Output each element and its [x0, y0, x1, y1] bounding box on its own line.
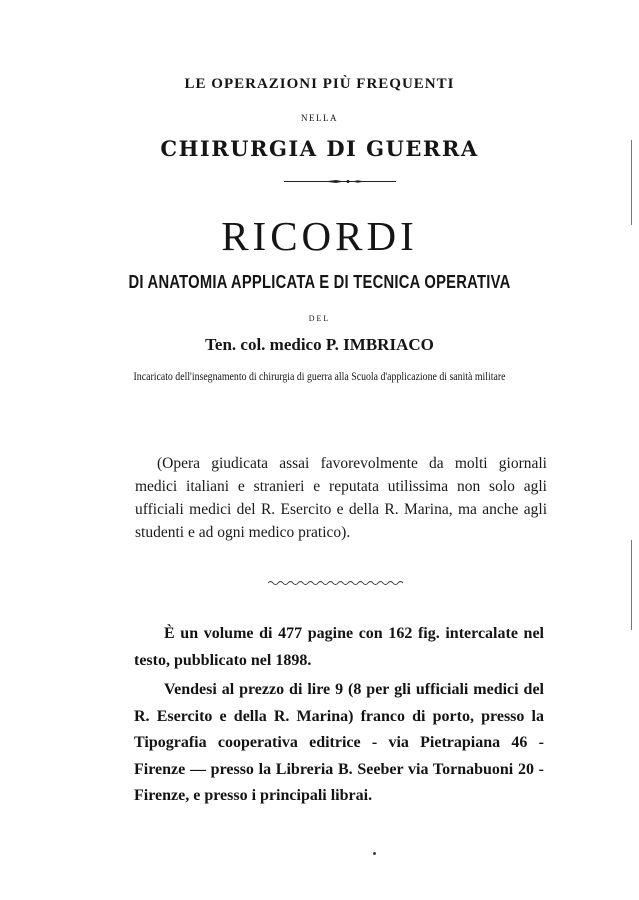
series-subtitle: CHIRURGIA DI GUERRA: [160, 136, 479, 161]
page-edge-line: [631, 540, 632, 630]
sales-info: Vendesi al prezzo di lire 9 (8 per gli ufficiali medici del R. Esercito e della R. Marina) franco di porto, presso la Tipografia cooperativa editrice - via Pietrapiana 46 - Firenze — presso la Libreria B. Seeber via Tornabuoni 20 - Firenze, e presso i principali librai.: [134, 681, 544, 804]
scan-speck: [373, 852, 376, 855]
book-subtitle: DI ANATOMIA APPLICATA E DI TECNICA OPERATIVA: [128, 272, 511, 292]
publication-details: [134, 621, 544, 813]
volume-info: È un volume di 477 pagine con 162 fig. intercalate nel testo, pubblicato nel 1898.: [134, 625, 544, 669]
book-title: RICORDI: [221, 213, 418, 259]
ornamental-rule: [284, 180, 396, 183]
review-quote: (Opera giudicata assai favorevolmente da molti giornali medici italiani e stranieri e reputata utilissima non solo agli ufficiali medici del R. Esercito e della R. Marina, ma anche agli studenti e ad ogni medico pratico).: [135, 455, 547, 541]
wavy-divider: [268, 579, 406, 587]
page-edge-line: [631, 140, 632, 225]
series-title: LE OPERAZIONI PIÙ FREQUENTI: [184, 76, 455, 92]
series-connector: NELLA: [301, 113, 338, 123]
author-affiliation: Incaricato dell'insegnamento di chirurgia di guerra alla Scuola d'applicazione di sanità militare: [133, 369, 506, 383]
author-name: Ten. col. medico P. IMBRIACO: [205, 335, 434, 354]
author-preposition: DEL: [308, 314, 331, 323]
